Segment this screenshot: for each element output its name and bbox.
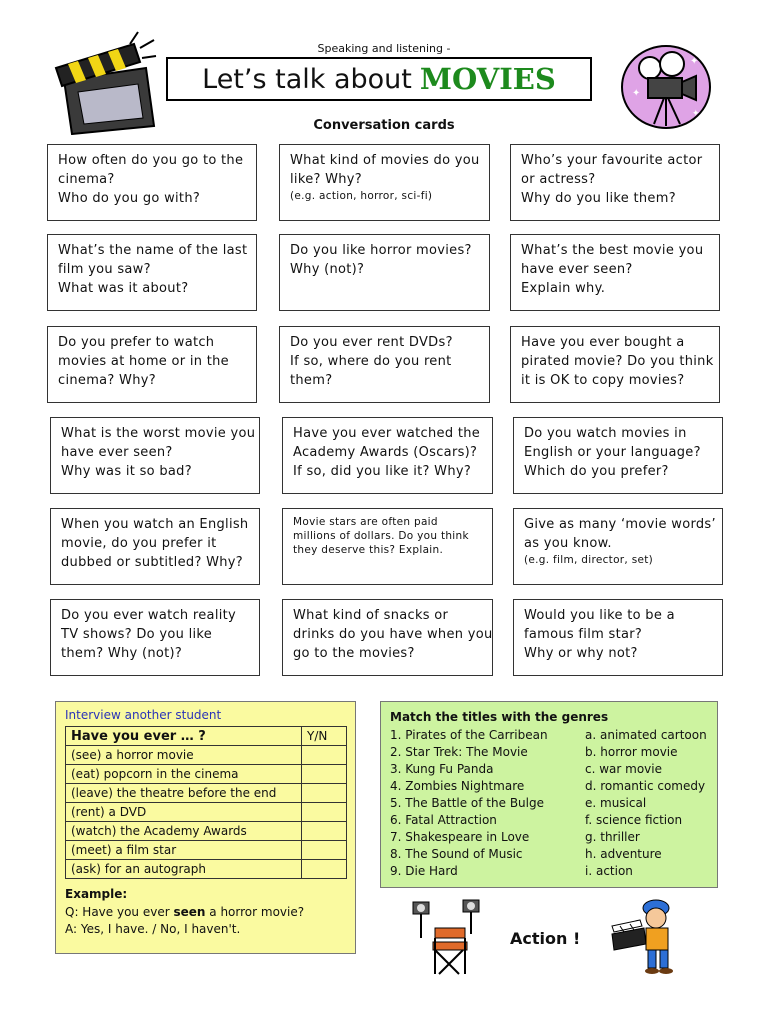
example-answer: A: Yes, I have. / No, I haven't.	[65, 922, 241, 936]
movie-title-item: 9. Die Hard	[390, 864, 458, 878]
match-genres-panel	[380, 701, 718, 888]
conversation-card	[282, 599, 493, 676]
interview-question: (leave) the theatre before the end	[66, 784, 302, 803]
interview-row	[66, 765, 347, 784]
genre-item: f. science fiction	[585, 813, 683, 827]
card-line: Why or why not?	[524, 646, 638, 661]
interview-row	[66, 746, 347, 765]
card-line: Academy Awards (Oscars)?	[293, 445, 478, 460]
title-lead-text: Let’s talk about	[202, 63, 412, 95]
card-line: like? Why?	[290, 172, 363, 187]
genre-item: i. action	[585, 864, 633, 878]
interview-row	[66, 784, 347, 803]
card-line: Do you ever watch reality	[61, 608, 237, 623]
card-line: What kind of snacks or	[293, 608, 449, 623]
section-title: Conversation cards	[313, 118, 455, 133]
interview-question: (watch) the Academy Awards	[66, 822, 302, 841]
card-line: Do you ever rent DVDs?	[290, 335, 453, 350]
conversation-card	[47, 144, 257, 221]
svg-text:✦: ✦	[692, 109, 700, 119]
card-line: What kind of movies do you	[290, 153, 480, 168]
interview-row	[66, 841, 347, 860]
card-line: dubbed or subtitled? Why?	[61, 555, 243, 570]
card-line: Which do you prefer?	[524, 464, 669, 479]
interview-question: (ask) for an autograph	[66, 860, 302, 879]
interview-question: (rent) a DVD	[66, 803, 302, 822]
card-line: Why (not)?	[290, 262, 365, 277]
card-line: them? Why (not)?	[61, 646, 183, 661]
card-line: How often do you go to the	[58, 153, 244, 168]
card-line: When you watch an English	[61, 517, 249, 532]
conversation-card	[510, 144, 720, 221]
conversation-card	[50, 599, 260, 676]
card-line: cinema?	[58, 172, 115, 187]
card-line: TV shows? Do you like	[61, 627, 213, 642]
card-line: Why was it so bad?	[61, 464, 192, 479]
card-line: Have you ever watched the	[293, 426, 481, 441]
movie-title-item: 7. Shakespeare in Love	[390, 830, 530, 844]
card-line: Who do you go with?	[58, 191, 201, 206]
yn-answer-cell[interactable]	[302, 860, 347, 879]
conversation-card	[513, 508, 723, 585]
conversation-card	[513, 417, 723, 494]
card-line: millions of dollars. Do you think	[293, 530, 469, 542]
conversation-card	[282, 508, 493, 585]
yn-answer-cell[interactable]	[302, 841, 347, 860]
card-line: Who’s your favourite actor	[521, 153, 703, 168]
action-caption: Action !	[510, 929, 581, 948]
movie-titles-list	[390, 727, 548, 880]
movie-title-item: 5. The Battle of the Bulge	[390, 796, 544, 810]
card-line: movie, do you prefer it	[61, 536, 217, 551]
card-line: (e.g. film, director, set)	[524, 554, 654, 566]
genre-item: d. romantic comedy	[585, 779, 706, 793]
yn-header: Y/N	[302, 727, 347, 746]
movie-title-item: 2. Star Trek: The Movie	[390, 745, 528, 759]
card-line: Do you like horror movies?	[290, 243, 472, 258]
card-line: have ever seen?	[61, 445, 173, 460]
conversation-card	[510, 234, 720, 311]
conversation-card	[47, 234, 257, 311]
card-line: movies at home or in the	[58, 354, 229, 369]
conversation-card	[47, 326, 257, 403]
card-line: cinema? Why?	[58, 373, 156, 388]
card-line: it is OK to copy movies?	[521, 373, 685, 388]
card-line: If so, where do you rent	[290, 354, 452, 369]
genre-item: h. adventure	[585, 847, 662, 861]
conversation-card	[279, 234, 490, 311]
genre-item: a. animated cartoon	[585, 728, 707, 742]
movie-title-item: 3. Kung Fu Panda	[390, 762, 494, 776]
card-line: or actress?	[521, 172, 596, 187]
interview-row	[66, 822, 347, 841]
card-line: drinks do you have when you	[293, 627, 493, 642]
interview-question: (eat) popcorn in the cinema	[66, 765, 302, 784]
movie-title-item: 6. Fatal Attraction	[390, 813, 497, 827]
yn-answer-cell[interactable]	[302, 765, 347, 784]
svg-text:✦: ✦	[632, 88, 641, 99]
card-line: Explain why.	[521, 281, 606, 296]
conversation-card	[510, 326, 720, 403]
card-line: Do you watch movies in	[524, 426, 687, 441]
yn-answer-cell[interactable]	[302, 803, 347, 822]
card-line: What’s the best movie you	[521, 243, 704, 258]
example-question-suffix: a horror movie?	[209, 905, 305, 919]
interview-table	[65, 726, 347, 879]
card-line: have ever seen?	[521, 262, 633, 277]
card-line: Have you ever bought a	[521, 335, 685, 350]
example-label: Example:	[65, 887, 128, 901]
card-line: them?	[290, 373, 333, 388]
card-line: Movie stars are often paid	[293, 516, 438, 528]
director-cartoon-icon	[610, 896, 696, 976]
interview-row	[66, 860, 347, 879]
card-line: What was it about?	[58, 281, 189, 296]
conversation-card	[282, 417, 493, 494]
interview-question: (meet) a film star	[66, 841, 302, 860]
conversation-card	[50, 417, 260, 494]
interview-header-row	[66, 727, 347, 746]
genre-item: g. thriller	[585, 830, 640, 844]
genre-item: e. musical	[585, 796, 647, 810]
card-line: go to the movies?	[293, 646, 415, 661]
interview-heading: Interview another student	[65, 708, 222, 722]
yn-answer-cell[interactable]	[302, 784, 347, 803]
conversation-card	[279, 326, 490, 403]
movie-title-item: 4. Zombies Nightmare	[390, 779, 525, 793]
card-line: English or your language?	[524, 445, 701, 460]
page-title	[166, 57, 592, 101]
card-line: Why do you like them?	[521, 191, 676, 206]
example-question-bold: seen	[173, 905, 206, 919]
genres-list	[585, 727, 707, 880]
interview-row	[66, 803, 347, 822]
card-line: Would you like to be a	[524, 608, 675, 623]
interview-panel	[55, 701, 356, 954]
card-line: they deserve this? Explain.	[293, 544, 444, 556]
card-line: If so, did you like it? Why?	[293, 464, 472, 479]
card-line: pirated movie? Do you think	[521, 354, 714, 369]
card-line: What is the worst movie you	[61, 426, 256, 441]
yn-answer-cell[interactable]	[302, 746, 347, 765]
movie-title-item: 1. Pirates of the Carribean	[390, 728, 548, 742]
match-heading: Match the titles with the genres	[390, 710, 609, 724]
card-line: as you know.	[524, 536, 612, 551]
director-chair-icon	[405, 898, 495, 978]
example-question-prefix: Q: Have you ever	[65, 905, 170, 919]
example-question	[65, 905, 304, 919]
card-line: Give as many ‘movie words’	[524, 517, 716, 532]
movie-title-item: 8. The Sound of Music	[390, 847, 523, 861]
svg-text:✦: ✦	[690, 56, 699, 67]
conversation-card	[279, 144, 490, 221]
worksheet-subtitle: Speaking and listening -	[317, 42, 451, 55]
genre-item: b. horror movie	[585, 745, 678, 759]
card-line: film you saw?	[58, 262, 151, 277]
genre-item: c. war movie	[585, 762, 662, 776]
conversation-card	[50, 508, 260, 585]
yn-answer-cell[interactable]	[302, 822, 347, 841]
card-line: Do you prefer to watch	[58, 335, 215, 350]
card-line: famous film star?	[524, 627, 643, 642]
conversation-card	[513, 599, 723, 676]
title-movies-word: MOVIES	[419, 62, 556, 96]
card-line: (e.g. action, horror, sci-fi)	[290, 190, 433, 202]
card-line: What’s the name of the last	[58, 243, 248, 258]
interview-question-header: Have you ever … ?	[66, 727, 302, 746]
interview-question: (see) a horror movie	[66, 746, 302, 765]
